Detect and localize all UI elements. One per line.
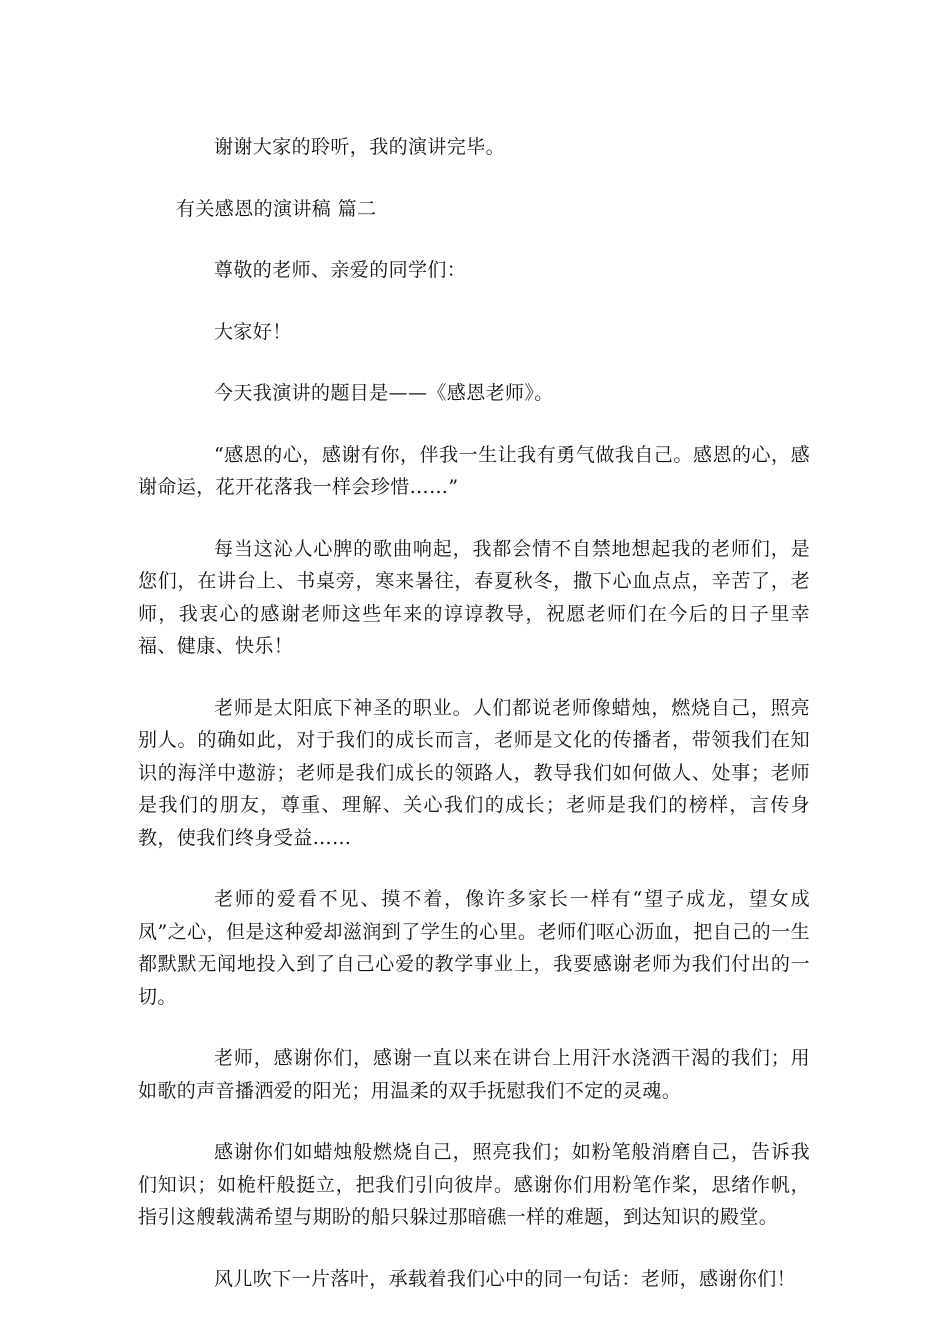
paragraph-greeting: 大家好！ bbox=[214, 320, 292, 343]
paragraph-teacher-love: 老师的爱看不见、摸不着，像许多家长一样有“望子成龙，望女成凤”之心，但是这种爱却滋润到了学生的心里。老师们呕心沥血，把自己的一生都默默无闻地投入到了自己心爱的教学事业上，我要感谢老师为我们付出的一切。 bbox=[138, 888, 810, 1008]
section-heading: 有关感恩的演讲稿 篇二 bbox=[176, 197, 377, 220]
paragraph-song-memory: 每当这沁人心脾的歌曲响起，我都会情不自禁地想起我的老师们，是您们，在讲台上、书桌旁，寒来暑往，春夏秋冬，撒下心血点点，辛苦了，老师，我衷心的感谢老师这些年来的谆谆教导，祝愿老师们在今后的日子里幸福、健康、快乐！ bbox=[138, 537, 810, 657]
paragraph-lyrics: “感恩的心，感谢有你，伴我一生让我有勇气做我自己。感恩的心，感谢命运，花开花落我一样会珍惜……” bbox=[138, 443, 810, 498]
paragraph-candle-metaphor: 感谢你们如蜡烛般燃烧自己，照亮我们；如粉笔般消磨自己，告诉我们知识；如桅杆般挺立，把我们引向彼岸。感谢你们用粉笔作桨，思绪作帆，指引这艘载满希望与期盼的船只躲过那暗礁一样的难题，到达知识的殿堂。 bbox=[138, 1141, 810, 1228]
paragraph-salutation: 尊敬的老师、亲爱的同学们： bbox=[214, 259, 467, 281]
paragraph-closing: 谢谢大家的聆听，我的演讲完毕。 bbox=[214, 136, 506, 158]
document-body bbox=[138, 131, 810, 1324]
paragraph-final-words: 风儿吹下一片落叶，承载着我们心中的同一句话：老师，感谢你们！ bbox=[214, 1267, 797, 1290]
paragraph-thanks-teachers: 老师，感谢你们，感谢一直以来在讲台上用汗水浇洒干渴的我们；用如歌的声音播洒爱的阳光；用温柔的双手抚慰我们不定的灵魂。 bbox=[138, 1047, 810, 1102]
paragraph-teacher-profession: 老师是太阳底下神圣的职业。人们都说老师像蜡烛，燃烧自己，照亮别人。的确如此，对于我们的成长而言，老师是文化的传播者，带领我们在知识的海洋中遨游；老师是我们成长的领路人，教导我们如何做人、处事；老师是我们的朋友，尊重、理解、关心我们的成长；老师是我们的榜样，言传身教，使我们终身受益…… bbox=[138, 696, 810, 849]
paragraph-topic: 今天我演讲的题目是——《感恩老师》。 bbox=[214, 382, 554, 404]
